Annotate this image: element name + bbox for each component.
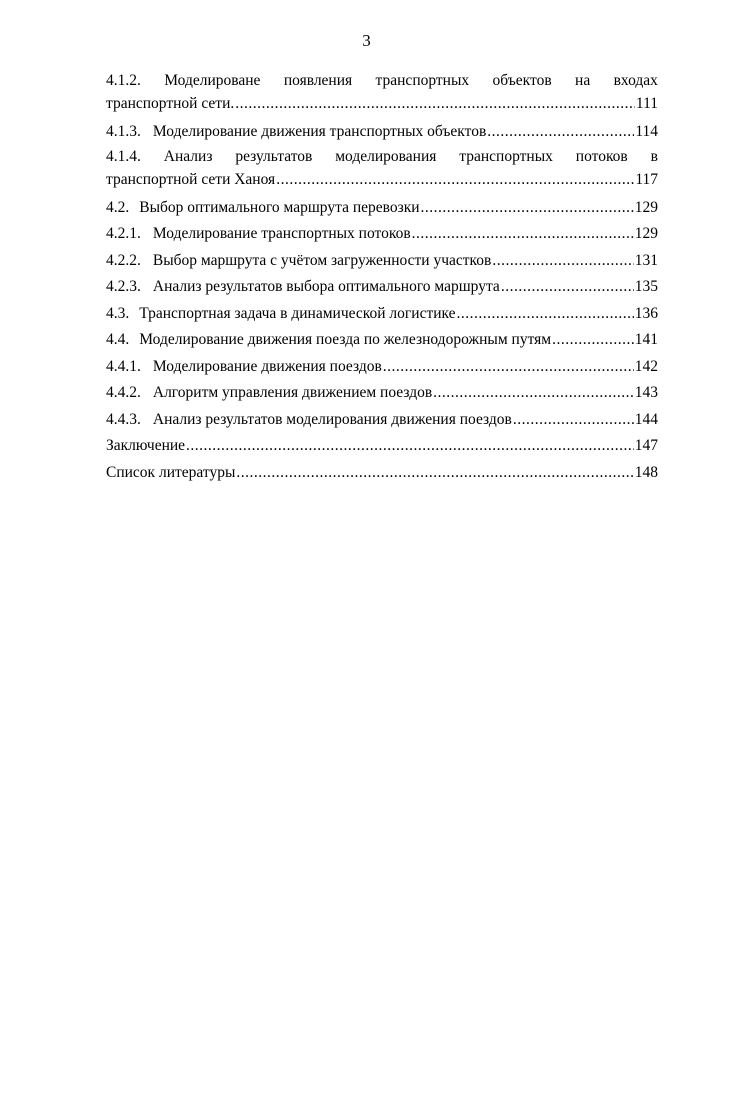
toc-entry-number: 4.1.2. [106,72,141,89]
toc-entry-title: Моделирование движения поездов [152,357,382,375]
toc-entry-second-line [106,92,658,116]
toc-entry-4-1-3 [106,119,658,146]
toc-leader-dots [412,221,634,248]
toc-entry-number: 4.4.1. [106,357,141,375]
toc-entry-page: 111 [635,95,658,112]
toc-entry-number: 4.2.2. [106,251,141,269]
toc-entry-4-3 [106,301,658,328]
toc-word: моделирования [335,147,437,165]
toc-entry-title: Выбор оптимального маршрута перевозки [139,198,420,216]
toc-entry-number: 4.2.1. [106,225,141,242]
toc-entry-title: Моделирование движения поезда по железнодорожным путям [139,331,552,348]
toc-entry-number: 4.2. [106,198,130,216]
toc-entry-title: Выбор маршрута с учётом загруженности участков [152,251,492,269]
toc-entry-title: Список литературы [106,463,236,481]
toc-entry-number: 4.4.2. [106,384,141,401]
toc-entry-4-4-3 [106,407,658,434]
table-of-contents [106,70,658,486]
toc-leader-dots [276,168,634,192]
toc-entry-4-1-2 [106,70,658,116]
toc-entry-page: 129 [634,198,658,216]
toc-entry-number: 4.4.3. [106,410,141,428]
toc-word: на [575,72,591,89]
toc-entry-page: 131 [634,251,658,269]
toc-entry-page: 129 [634,225,658,242]
toc-entry-page: 141 [634,331,658,348]
toc-word: транспортных [375,72,470,89]
toc-word: в [650,147,658,165]
toc-entry-title: Транспортная задача в динамической логистике [139,304,456,322]
toc-entry-first-line [106,146,658,168]
toc-entry-first-line [106,70,658,92]
toc-entry-4-4-1 [106,354,658,381]
toc-leader-dots [421,195,634,222]
toc-word: потоков [575,147,628,165]
toc-entry-title: Моделирование движения транспортных объектов [152,123,487,140]
toc-entry-number: 4.2.3. [106,278,141,295]
toc-entry-page: 114 [635,123,658,140]
toc-entry-4-2-3 [106,274,658,301]
toc-entry-title: Анализ результатов выбора оптимального маршрута [152,278,500,295]
toc-word: транспортных [459,147,553,165]
toc-entry-references [106,460,658,487]
toc-entry-page: 148 [634,463,658,481]
toc-word: Анализ [163,147,213,165]
toc-leader-dots [186,433,634,460]
toc-entry-number: 4.1.3. [106,123,141,140]
toc-entry-4-2-2 [106,248,658,275]
toc-leader-dots [492,248,633,275]
toc-entry-title: транспортной сети Ханоя [106,170,276,188]
toc-entry-page: 147 [634,437,658,454]
toc-entry-title: Анализ результатов моделирования движения поездов [152,410,512,428]
toc-entry-page: 136 [634,304,658,322]
toc-word: появления [283,72,353,89]
toc-entry-4-2-1 [106,221,658,248]
toc-leader-dots [487,119,634,146]
toc-leader-dots [501,274,634,301]
toc-entry-title: транспортной сети. [106,95,235,112]
toc-entry-title: Моделирование транспортных потоков [152,225,411,242]
toc-leader-dots [383,354,634,381]
toc-entry-number: 4.4. [106,331,130,348]
toc-word: Моделироване [164,72,261,89]
toc-word: входах [613,72,658,89]
toc-leader-dots [235,92,635,116]
toc-entry-title: Алгоритм управления движением поездов [152,384,433,401]
toc-entry-4-2 [106,195,658,222]
toc-entry-title: Заключение [106,437,186,454]
toc-entry-4-1-4 [106,146,658,192]
toc-entry-page: 142 [634,357,658,375]
toc-word: результатов [235,147,313,165]
toc-entry-number: 4.3. [106,304,130,322]
toc-leader-dots [552,327,634,354]
toc-entry-conclusion [106,433,658,460]
toc-leader-dots [236,460,633,487]
toc-word: объектов [492,72,552,89]
toc-entry-page: 143 [634,384,658,401]
toc-entry-page: 135 [634,278,658,295]
toc-leader-dots [513,407,634,434]
page-number: 3 [362,31,371,50]
toc-entry-number: 4.1.4. [106,147,141,165]
toc-entry-4-4 [106,327,658,354]
toc-entry-page: 144 [634,410,658,428]
toc-leader-dots [457,301,634,328]
toc-entry-second-line [106,168,658,192]
toc-entry-page: 117 [635,170,658,188]
toc-entry-4-4-2 [106,380,658,407]
toc-leader-dots [433,380,634,407]
